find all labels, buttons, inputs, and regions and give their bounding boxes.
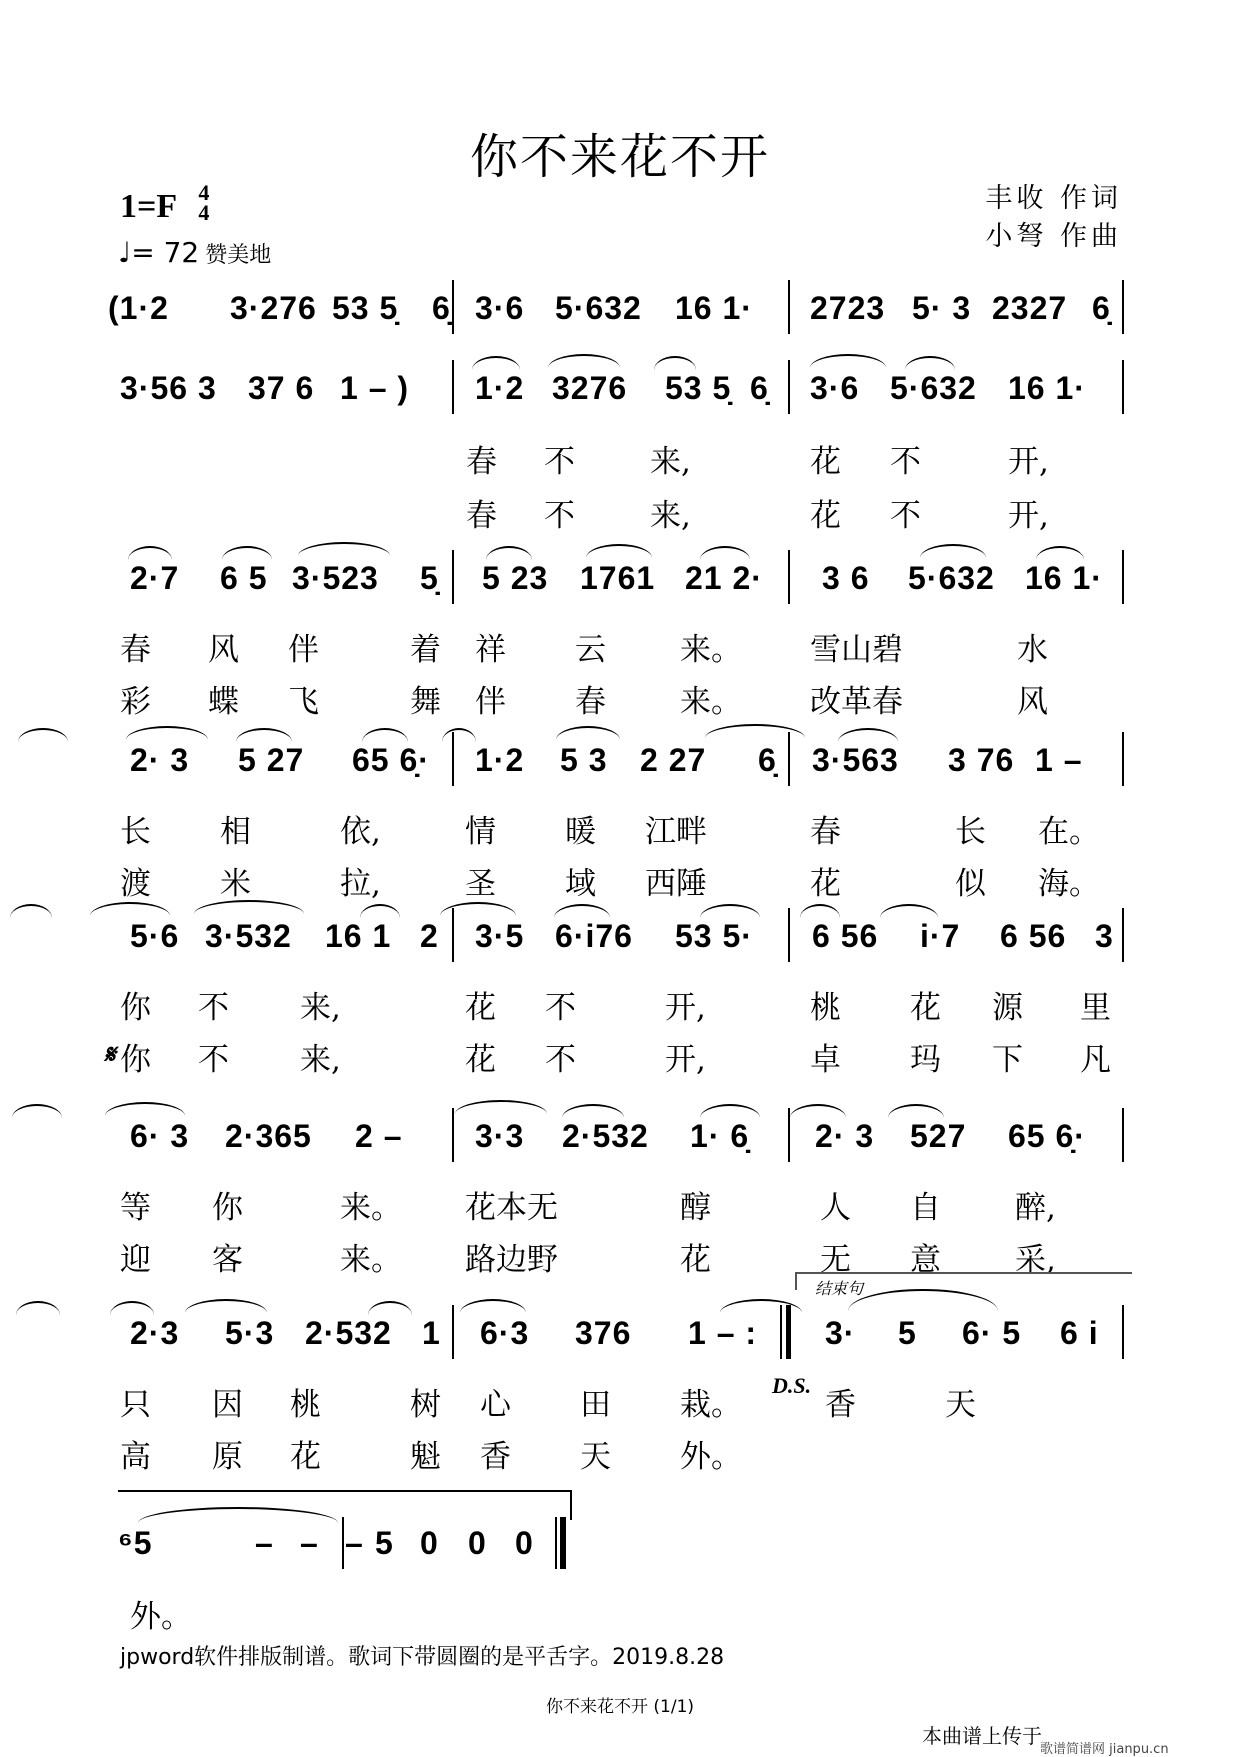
lyric: 无 (820, 1242, 851, 1278)
lyric: 凡 (1080, 1042, 1111, 1078)
key-label: 1=F (120, 188, 176, 225)
time-signature (198, 180, 210, 226)
lyric: 花本无 (465, 1190, 558, 1226)
bar-line (1122, 280, 1124, 334)
slur (554, 904, 610, 918)
lyric: 桃 (290, 1387, 321, 1423)
slur (562, 1104, 624, 1118)
lyric: 卓 (810, 1042, 841, 1078)
slur (838, 728, 898, 742)
lyric: 祥 (475, 632, 506, 668)
measure-notes: 1 – : (688, 1315, 758, 1351)
measure-notes: – (345, 1525, 364, 1561)
measure-notes: 2·532 (305, 1315, 392, 1351)
bar-line (1122, 1305, 1124, 1359)
lyric: 不 (544, 444, 575, 480)
measure-notes: 3·6 (475, 290, 525, 326)
lyric: 开, (1008, 444, 1049, 480)
lyricist: 丰收 作词 (985, 183, 1122, 214)
slur (222, 546, 272, 560)
lyric: 江畔 (645, 814, 707, 850)
slur (236, 728, 292, 742)
lyric: 花 (910, 990, 941, 1026)
bar-line (452, 1305, 454, 1359)
measure-notes: 2·7 (130, 560, 180, 596)
slur (810, 354, 886, 368)
lyric: 春 (466, 498, 497, 534)
lyric: 你 (120, 990, 151, 1026)
lyric: 相 (220, 814, 251, 850)
measure-notes: 2·365 (225, 1118, 312, 1154)
ending-label: 结束句 (815, 1279, 864, 1298)
slur (16, 1301, 60, 1315)
footer-note: jpword软件排版制谱。歌词下带圆圈的是平舌字。2019.8.28 (120, 1645, 725, 1670)
slur (790, 1104, 846, 1118)
measure-notes: 3·56 3 (120, 370, 217, 406)
measure-notes: 5 (375, 1525, 394, 1561)
measure-notes: 2·3 (130, 1315, 180, 1351)
measure-notes: 0 (515, 1525, 534, 1561)
tempo-value: = 72 (131, 236, 200, 269)
lyric: 开, (665, 990, 706, 1026)
measure-notes: 21 2· (685, 560, 763, 596)
measure-notes: 527 (910, 1118, 967, 1154)
lyric: 不 (198, 990, 229, 1026)
repeat-bar-line-thin (780, 1305, 782, 1359)
lyric: 域 (565, 866, 596, 902)
measure-notes: 6 56 (812, 918, 879, 954)
bar-line (452, 280, 454, 334)
measure-notes: 6· 5 (962, 1315, 1022, 1351)
slur (10, 904, 52, 918)
measure-notes: 3·6 (810, 370, 860, 406)
slur (486, 546, 532, 560)
lyric: 意 (910, 1242, 941, 1278)
measure-notes: 53 5̣ (665, 370, 732, 406)
slur (1036, 546, 1084, 560)
lyric: 人 (820, 1190, 851, 1226)
slur (888, 1104, 944, 1118)
measure-notes: i·7 (920, 918, 961, 954)
lyric: 情 (465, 814, 496, 850)
lyric: 只 (120, 1387, 151, 1423)
lyric: 心 (480, 1387, 511, 1423)
measure-notes: 6·i76 (555, 918, 633, 954)
lyric: 依, (340, 814, 381, 850)
lyric: 外。 (130, 1599, 192, 1635)
bar-line (788, 1108, 790, 1162)
measure-notes: ⁶5 (118, 1525, 153, 1561)
measure-notes: 16 1· (1025, 560, 1103, 596)
bar-line (1122, 1108, 1124, 1162)
measure-notes: 5 (898, 1315, 917, 1351)
measure-notes: 2· 3 (130, 742, 190, 778)
measure-notes: 53 5· (675, 918, 753, 954)
measure-notes: 3·523 (292, 560, 379, 596)
measure-notes: 6· 3 (130, 1118, 190, 1154)
slur (472, 356, 520, 370)
lyric: 来, (300, 990, 341, 1026)
bar-line (1122, 732, 1124, 786)
slur (360, 904, 400, 918)
lyric: 栽。 (680, 1387, 742, 1423)
bar-line (788, 550, 790, 604)
measure-notes: 6·3 (480, 1315, 530, 1351)
expression-mark: 赞美地 (205, 243, 272, 268)
measure-notes: 1 (422, 1315, 441, 1351)
measure-notes: 6̣ (758, 742, 777, 778)
measure-notes: 65 6̣· (352, 742, 430, 778)
bar-line (788, 908, 790, 962)
measure-notes: 0 (420, 1525, 439, 1561)
lyric: 花 (290, 1439, 321, 1475)
lyric: 花 (810, 866, 841, 902)
lyric: 开, (1008, 498, 1049, 534)
measure-notes: 1761 (580, 560, 656, 596)
slur (194, 900, 304, 914)
time-sig-bottom: 4 (198, 200, 210, 226)
measure-notes: 6̣ (1092, 290, 1111, 326)
lyric: 渡 (120, 866, 151, 902)
slur (18, 728, 68, 742)
measure-notes: 3 6 (822, 560, 870, 596)
lyric: 拉, (340, 866, 381, 902)
slur (90, 902, 170, 916)
bar-line (452, 908, 454, 962)
lyric: 春 (120, 632, 151, 668)
slur (12, 1104, 62, 1118)
measure-notes: 2·532 (562, 1118, 649, 1154)
slur (110, 1301, 154, 1315)
measure-notes: 6 56 (1000, 918, 1067, 954)
slur (880, 904, 938, 918)
slur (548, 354, 620, 368)
slur (298, 542, 390, 556)
measure-notes: 2 (420, 918, 439, 954)
measure-notes: 3·563 (812, 742, 899, 778)
bar-line (1122, 908, 1124, 962)
measure-notes: 0 (468, 1525, 487, 1561)
lyric: 圣 (465, 866, 496, 902)
measure-notes: 5 27 (238, 742, 305, 778)
lyric: 不 (545, 990, 576, 1026)
measure-notes: 6̣ (432, 290, 451, 326)
lyric: 来。 (340, 1190, 402, 1226)
slur (126, 726, 208, 740)
bar-line (788, 732, 790, 786)
lyric: 外。 (680, 1439, 742, 1475)
lyric: 风 (1017, 684, 1048, 720)
lyric: 伴 (288, 632, 319, 668)
lyric: 花 (810, 498, 841, 534)
slur (455, 1100, 547, 1114)
lyric: 在。 (1038, 814, 1100, 850)
lyric: 天 (945, 1387, 976, 1423)
repeat-bar-line (786, 1305, 791, 1359)
lyric: 春 (466, 444, 497, 480)
lyric: 魁 (410, 1439, 441, 1475)
lyric: 因 (212, 1387, 243, 1423)
lyric: 醉, (1015, 1190, 1056, 1226)
lyric: 花 (680, 1242, 711, 1278)
lyric: 香 (480, 1439, 511, 1475)
measure-notes: 65 6̣· (1008, 1118, 1086, 1154)
measure-notes: 1·2 (475, 742, 525, 778)
lyric: 源 (992, 990, 1023, 1026)
measure-notes: 2327 (992, 290, 1068, 326)
bar-line (452, 732, 454, 786)
bar-line (788, 360, 790, 414)
measure-notes: 5·3 (225, 1315, 275, 1351)
measure-notes: 1· 6̣ (690, 1118, 750, 1154)
lyric: 采, (1015, 1242, 1056, 1278)
lyric: 你 (212, 1190, 243, 1226)
bar-line (1122, 360, 1124, 414)
measure-notes: 3 (1095, 918, 1114, 954)
lyric: 水 (1017, 632, 1048, 668)
measure-notes: 5·632 (890, 370, 977, 406)
measure-notes: 6̣ (750, 370, 769, 406)
slur (700, 904, 760, 918)
bar-line (452, 1108, 454, 1162)
lyric: 花 (465, 1042, 496, 1078)
measure-notes: 3· (825, 1315, 856, 1351)
slur (128, 546, 172, 560)
lyric: 自 (910, 1190, 941, 1226)
measure-notes: 5·632 (908, 560, 995, 596)
measure-notes: 1 – ) (340, 370, 410, 406)
lyric: 舞 (410, 684, 441, 720)
lyric: 不 (545, 1042, 576, 1078)
lyric: 天 (580, 1439, 611, 1475)
page-title: 你不来花不开 (469, 129, 770, 185)
lyric: 西陲 (645, 866, 707, 902)
lyric: 你 (120, 1042, 151, 1078)
measure-notes: 3·5 (475, 918, 525, 954)
measure-notes: (1·2 (108, 290, 169, 326)
measure-notes: 5· 3 (912, 290, 972, 326)
final-bar-thin (555, 1517, 557, 1569)
measure-notes: 1 – (1035, 742, 1083, 778)
lyric: 雪山碧 (810, 632, 903, 668)
slur (848, 1289, 998, 1311)
credits (985, 180, 1122, 256)
slur (460, 1299, 526, 1313)
measure-notes: 37 6 (248, 370, 315, 406)
lyric: 花 (810, 444, 841, 480)
measure-notes: 16 1 (325, 918, 392, 954)
measure-notes: 16 1· (1008, 370, 1086, 406)
lyric: 着 (410, 632, 441, 668)
segno-icon: 𝄋 (104, 1040, 116, 1070)
slur (700, 546, 750, 560)
lyric: 来。 (680, 684, 742, 720)
quarter-note-icon: ♩ (118, 236, 132, 269)
bar-line (788, 280, 790, 334)
lyric: 香 (825, 1387, 856, 1423)
lyric: 春 (810, 814, 841, 850)
measure-notes: 5·632 (555, 290, 642, 326)
measure-notes: 5·6 (130, 918, 180, 954)
lyric: 来, (650, 444, 691, 480)
lyric: 迎 (120, 1242, 151, 1278)
measure-notes: 6 5 (220, 560, 268, 596)
slur (800, 904, 840, 918)
lyric: 不 (544, 498, 575, 534)
bar-line (1122, 550, 1124, 604)
measure-notes: 2· 3 (815, 1118, 875, 1154)
measure-notes: 53 5̣ (332, 290, 399, 326)
slur (905, 356, 955, 370)
dal-segno-mark: D.S. (772, 1373, 812, 1398)
lyric: 树 (410, 1387, 441, 1423)
measure-notes: 376 (575, 1315, 632, 1351)
lyric: 下 (992, 1042, 1023, 1078)
slur (586, 544, 652, 558)
lyric: 花 (465, 990, 496, 1026)
measure-notes: 2 27 (640, 742, 707, 778)
lyric: 蝶 (208, 684, 239, 720)
lyric: 云 (575, 632, 606, 668)
lyric: 风 (208, 632, 239, 668)
lyric: 路边野 (465, 1242, 558, 1278)
slur (920, 544, 986, 558)
lyric: 原 (212, 1439, 243, 1475)
slur (654, 356, 696, 370)
measure-notes: 2 – (355, 1118, 403, 1154)
lyric: 高 (120, 1439, 151, 1475)
measure-notes: 5 3 (560, 742, 608, 778)
bar-line (452, 360, 454, 414)
lyric: 不 (890, 498, 921, 534)
measure-notes: 6 i (1060, 1315, 1099, 1351)
slur (705, 724, 805, 738)
lyric: 醇 (680, 1190, 711, 1226)
lyric: 里 (1080, 990, 1111, 1026)
lyric: 长 (955, 814, 986, 850)
tempo-marking (118, 236, 271, 269)
measure-notes: 5̣ (420, 560, 439, 596)
final-bar-thick (560, 1517, 566, 1569)
measure-notes: 16 1· (675, 290, 753, 326)
lyric: 似 (955, 866, 986, 902)
lyric: 来, (650, 498, 691, 534)
lyric: 来。 (340, 1242, 402, 1278)
lyric: 飞 (288, 684, 319, 720)
lyric: 米 (220, 866, 251, 902)
slur (442, 728, 476, 742)
lyric: 彩 (120, 684, 151, 720)
lyric: 暖 (565, 814, 596, 850)
page-number: 你不来花不开 (1/1) (545, 1697, 695, 1717)
measure-notes: 2723 (810, 290, 886, 326)
lyric: 客 (212, 1242, 243, 1278)
lyric: 不 (890, 444, 921, 480)
measure-notes: – (300, 1525, 319, 1561)
lyric: 开, (665, 1042, 706, 1078)
lyric: 伴 (475, 684, 506, 720)
measure-notes: 3·3 (475, 1118, 525, 1154)
slur (368, 1301, 412, 1315)
lyric: 长 (120, 814, 151, 850)
slur (700, 1104, 760, 1118)
measure-notes: 5 23 (482, 560, 549, 596)
lyric: 不 (198, 1042, 229, 1078)
lyric: 等 (120, 1190, 151, 1226)
lyric: 田 (580, 1387, 611, 1423)
slur (185, 1299, 267, 1313)
measure-notes: 3 76 (948, 742, 1015, 778)
composer: 小弩 作曲 (985, 221, 1122, 252)
slur (362, 728, 408, 742)
bar-line (452, 550, 454, 604)
lyric: 春 (575, 684, 606, 720)
measure-notes: 1·2 (475, 370, 525, 406)
lyric: 来, (300, 1042, 341, 1078)
bar-line (342, 1517, 344, 1569)
time-sig-top: 4 (198, 180, 210, 206)
measure-notes: 3276 (552, 370, 628, 406)
lyric: 改革春 (810, 684, 903, 720)
lyric: 海。 (1038, 866, 1100, 902)
lyric: 来。 (680, 632, 742, 668)
measure-notes: 3·276 (230, 290, 317, 326)
upload-credit: 本曲谱上传于 (922, 1724, 1042, 1748)
slur (556, 726, 620, 740)
measure-notes: – (255, 1525, 274, 1561)
measure-notes: 3·532 (205, 918, 292, 954)
watermark: 歌谱简谱网 jianpu.cn (1040, 1742, 1169, 1757)
slur (105, 1102, 185, 1116)
key-signature (120, 180, 210, 229)
lyric: 玛 (910, 1042, 941, 1078)
lyric: 桃 (810, 990, 841, 1026)
